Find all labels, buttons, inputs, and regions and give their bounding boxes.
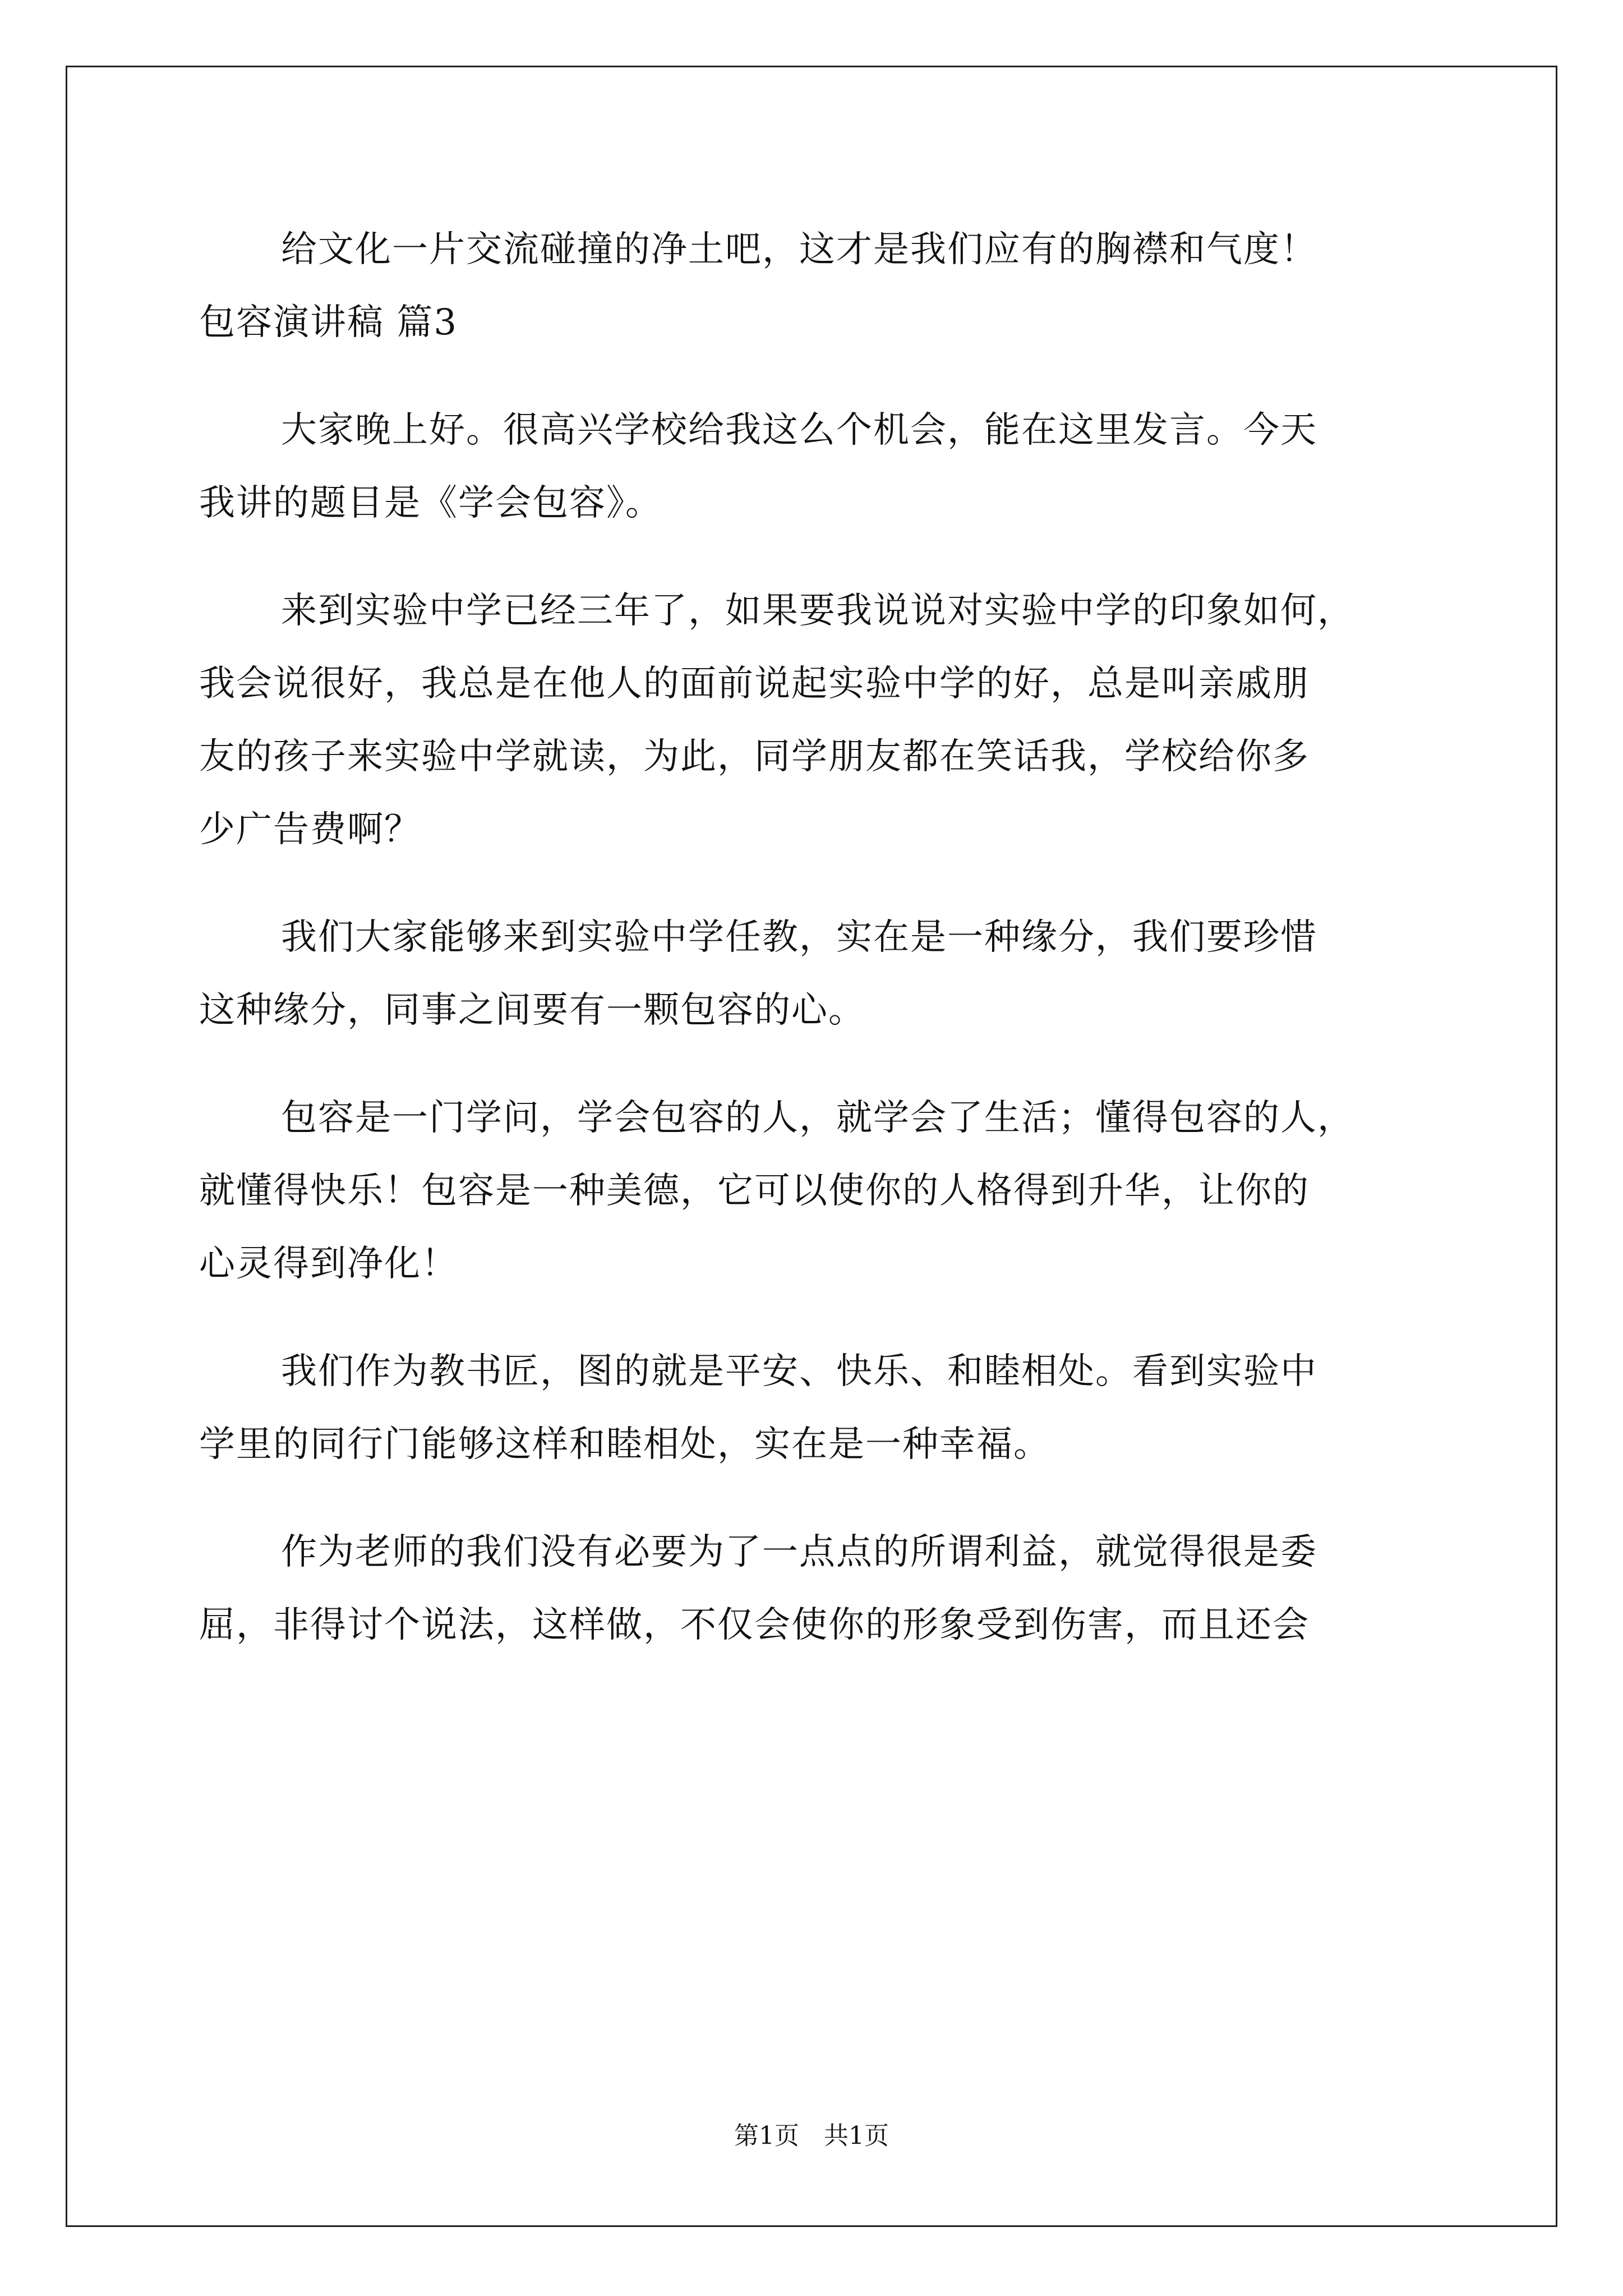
text-line: 我们大家能够来到实验中学任教，实在是一种缘分，我们要珍惜	[281, 917, 1317, 958]
document-body	[199, 213, 1427, 1662]
text-line: 屈，非得讨个说法，这样做，不仅会使你的形象受到伤害，而且还会	[199, 1604, 1310, 1646]
text-line: 友的孩子来实验中学就读，为此，同学朋友都在笑话我，学校给你多	[199, 736, 1310, 777]
text-line: 少广告费啊？	[199, 809, 421, 850]
text-line: 我们作为教书匠，图的就是平安、快乐、和睦相处。看到实验中	[281, 1351, 1317, 1392]
text-line: 来到实验中学已经三年了，如果要我说说对实验中学的印象如何，	[281, 590, 1354, 632]
text-line: 就懂得快乐！包容是一种美德，它可以使你的人格得到升华，让你的	[199, 1170, 1310, 1212]
text-line: 给文化一片交流碰撞的净土吧，这才是我们应有的胸襟和气度！	[281, 229, 1317, 270]
text-line: 我会说很好，我总是在他人的面前说起实验中学的好，总是叫亲戚朋	[199, 663, 1310, 705]
text-line: 心灵得到净化！	[199, 1243, 458, 1285]
text-line: 包容是一门学问，学会包容的人，就学会了生活；懂得包容的人，	[281, 1097, 1354, 1139]
text-line: 这种缘分，同事之间要有一颗包容的心。	[199, 990, 865, 1031]
text-line: 学里的同行门能够这样和睦相处，实在是一种幸福。	[199, 1424, 1050, 1465]
text-line: 大家晚上好。很高兴学校给我这么个机会，能在这里发言。今天	[281, 409, 1317, 451]
section-heading: 包容演讲稿 篇3	[199, 302, 458, 343]
page-footer: 第1页 共1页	[734, 2122, 889, 2150]
text-line: 我讲的题目是《学会包容》。	[199, 482, 662, 524]
text-line: 作为老师的我们没有必要为了一点点的所谓利益，就觉得很是委	[281, 1531, 1317, 1573]
